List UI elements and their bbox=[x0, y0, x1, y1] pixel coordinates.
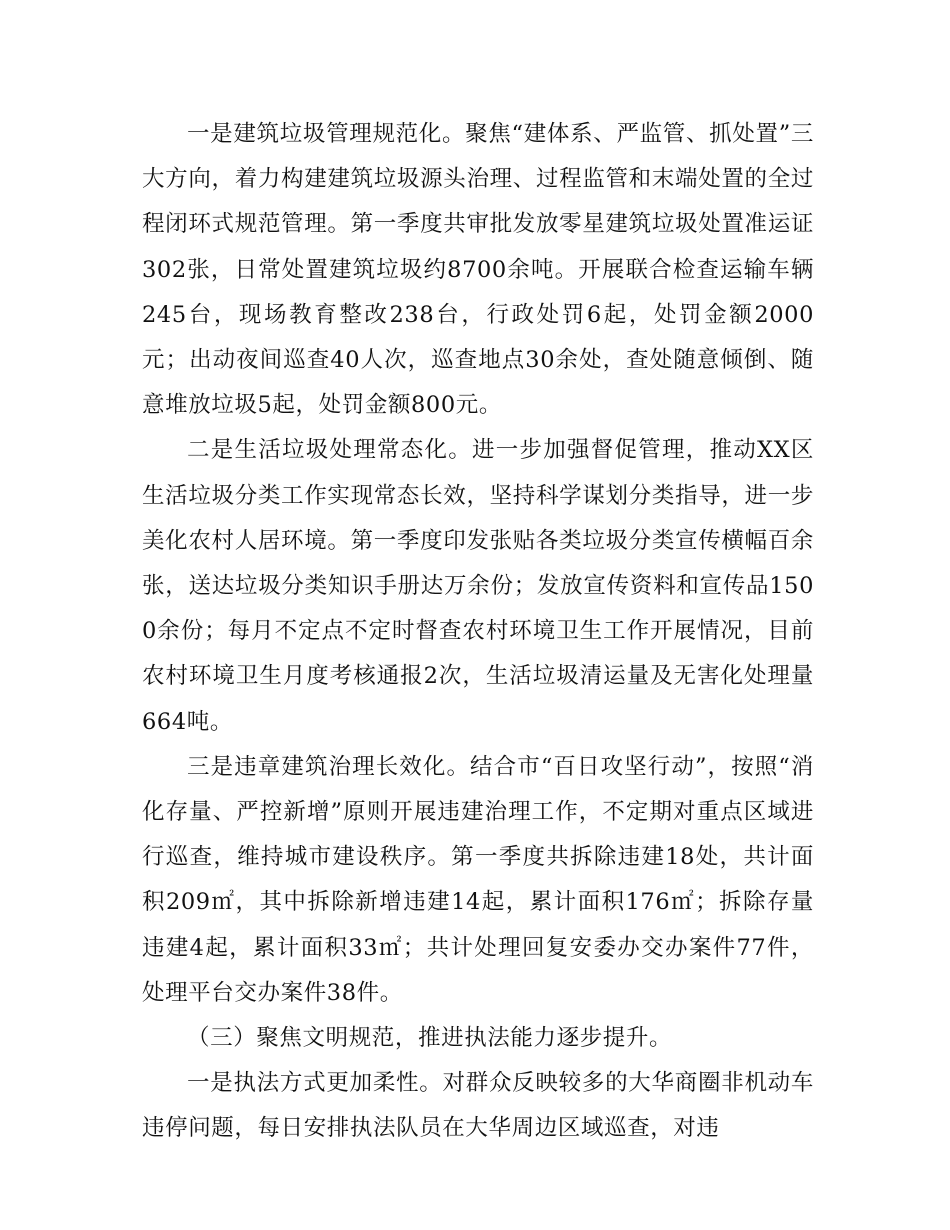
paragraph-illegal-buildings: 三是违章建筑治理长效化。结合市“百日攻坚行动”，按照“消化存量、严控新增”原则开展违建治理工作，不定期对重点区域进行巡查，维持城市建设秩序。第一季度共拆除违建18处，共计面积209㎡，其中拆除新增违建14起，累计面积176㎡；拆除存量违建4起，累计面积33㎡；共计处理回复安委办交办案件77件，处理平台交办案件38件。 bbox=[142, 753, 814, 1006]
section-heading-enforcement: （三）聚焦文明规范，推进执法能力逐步提升。 bbox=[187, 1025, 673, 1052]
paragraph-household-waste: 二是生活垃圾处理常态化。进一步加强督促管理，推动XX区生活垃圾分类工作实现常态长效，坚持科学谋划分类指导，进一步美化农村人居环境。第一季度印发张贴各类垃圾分类宣传横幅百余张，送达垃圾分类知识手册达万余份；发放宣传资料和宣传品1500余份；每月不定点不定时督查农村环境卫生工作开展情况，目前农村环境卫生月度考核通报2次，生活垃圾清运量及无害化处理量664吨。 bbox=[142, 437, 814, 735]
document-body bbox=[142, 112, 814, 1152]
paragraph-construction-waste: 一是建筑垃圾管理规范化。聚焦“建体系、严监管、抓处置”三大方向，着力构建建筑垃圾源头治理、过程监管和末端处置的全过程闭环式规范管理。第一季度共审批发放零星建筑垃圾处置准运证302张，日常处置建筑垃圾约8700余吨。开展联合检查运输车辆245台，现场教育整改238台，行政处罚6起，处罚金额2000元；出动夜间巡查40人次，巡查地点30余处，查处随意倾倒、随意堆放垃圾5起，处罚金额800元。 bbox=[142, 121, 814, 419]
paragraph-flexible-enforcement: 一是执法方式更加柔性。对群众反映较多的大华商圈非机动车违停问题，每日安排执法队员在大华周边区域巡查，对违 bbox=[142, 1070, 814, 1142]
